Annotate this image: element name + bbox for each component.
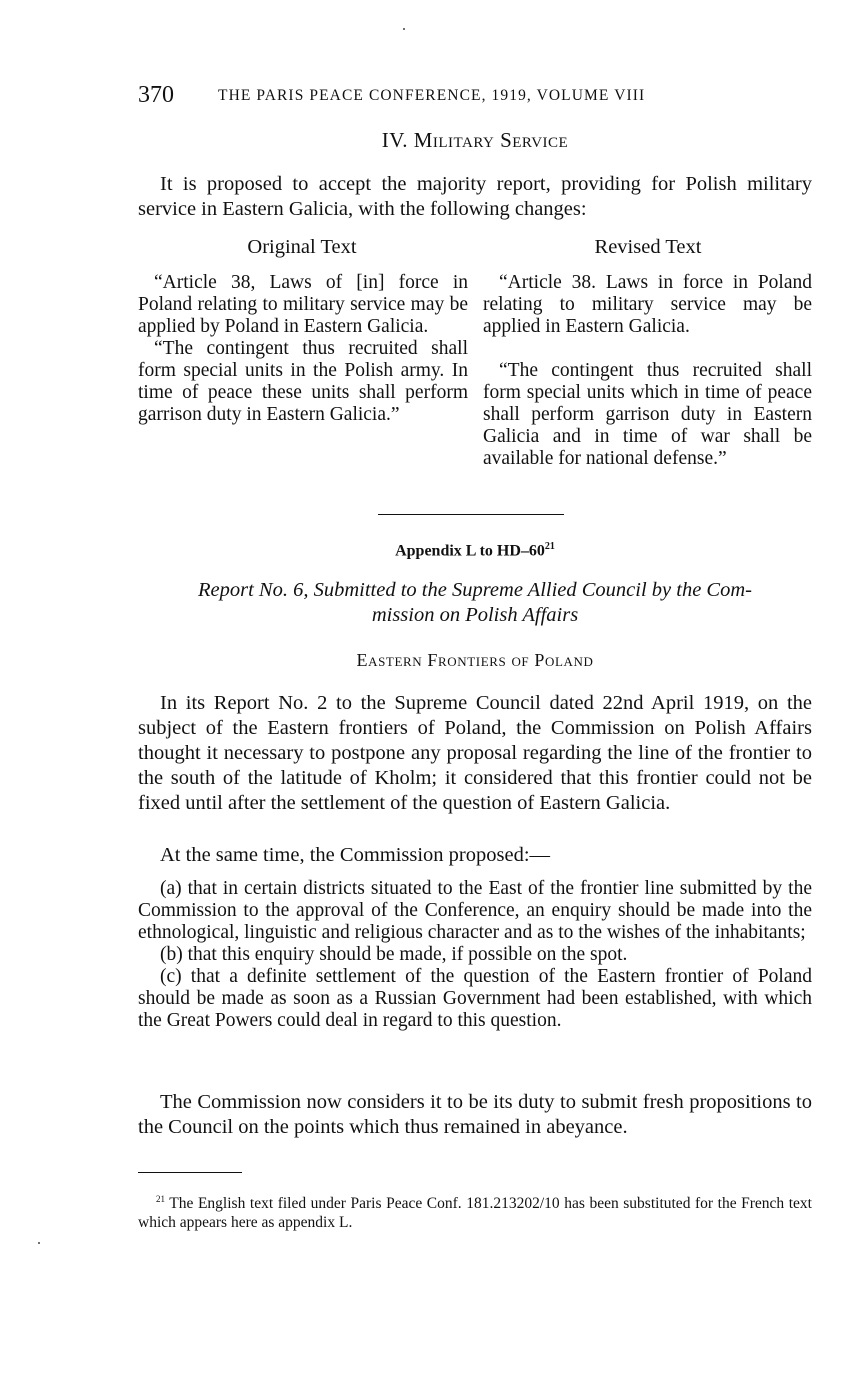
report-title-line: Report No. 6, Submitted to the Supreme Allied Council by the Com- [198,579,752,601]
list-item: (b) that this enquiry should be made, if possible on the spot. [160,944,628,965]
body-paragraph: The Commission now considers it to be its duty to submit fresh propositions to the Council on the points which thus remained in abeyance. [138,1091,812,1138]
intro-paragraph: It is proposed to accept the majority report, providing for Polish military service in Eastern Galicia, with the following changes: [138,173,812,220]
page-number: 370 [138,82,174,108]
footnote-marker: 21 [156,1194,165,1204]
revised-contingent-paragraph: “The contingent thus recruited shall form special units which in time of peace shall perform garrison duty in Eastern Galicia and in time of war shall be available for national defense.” [483,360,812,469]
original-text-heading: Original Text [247,236,357,258]
body-paragraph: In its Report No. 2 to the Supreme Council dated 22nd April 1919, on the subject of the Eastern frontiers of Poland, the Commission on Polish Affairs thought it necessary to postpone any proposal regarding the line of the frontier to the south of the latitude of Kholm; it considered that this frontier could not be fixed until after the settlement of the question of Eastern Galicia. [138,692,812,814]
section-heading [138,128,812,153]
footnote-reference: 21 [544,541,555,552]
list-item: (c) that a definite settlement of the question of the Eastern frontier of Poland should be made as soon as a Russian Government had been established, with which the Great Powers could deal in regard to this question. [138,966,812,1031]
running-title: THE PARIS PEACE CONFERENCE, 1919, VOLUME VIII [218,87,646,104]
footnote-text: The English text filed under Paris Peace Conf. 181.213202/10 has been substituted for the French text which appears here as appendix L. [138,1195,812,1232]
appendix-heading [138,541,812,560]
section-divider [378,514,564,515]
appendix-title: Appendix L to HD–60 [395,542,545,560]
original-article-paragraph: “Article 38, Laws of [in] force in Poland relating to military service may be applied by Poland in Eastern Galicia. [138,272,468,337]
list-item: (a) that in certain districts situated to the East of the frontier line submitted by the Commission to the approval of the Conference, an enquiry should be made into the ethnological, linguistic and religious character and as to the wishes of the inhabitants; [138,878,812,943]
original-text-column [138,272,468,426]
body-paragraph: At the same time, the Commission proposed:— [160,844,551,866]
footnote-rule [138,1172,242,1173]
revised-text-column [483,272,812,470]
report-subtitle: Eastern Frontiers of Poland [356,650,594,670]
section-numeral: IV. [381,128,408,152]
revised-text-heading: Revised Text [594,236,702,258]
page-header [138,82,818,112]
scan-speck [38,1242,40,1244]
section-title: Military Service [413,128,569,152]
report-title-line: mission on Polish Affairs [371,604,579,626]
revised-article-paragraph: “Article 38. Laws in force in Poland relating to military service may be applied in Eastern Galicia. [483,272,812,337]
proposal-list [138,878,812,1032]
report-title [138,578,812,628]
original-contingent-paragraph: “The contingent thus recruited shall form special units in the Polish army. In time of peace these units shall perform garrison duty in Eastern Galicia.” [138,338,468,425]
scan-speck [403,28,405,30]
footnote [138,1190,812,1232]
